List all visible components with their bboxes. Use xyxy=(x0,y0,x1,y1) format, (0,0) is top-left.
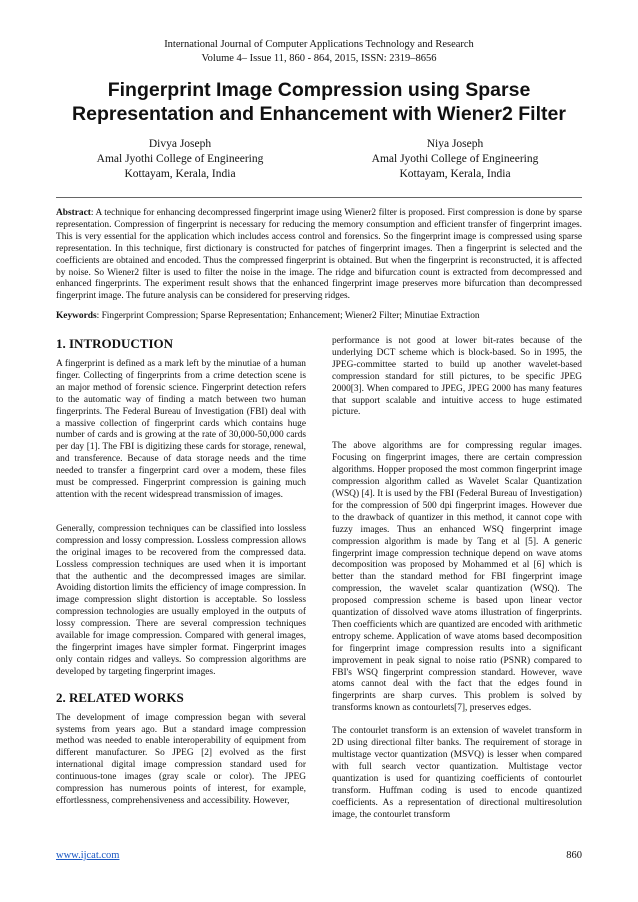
author-name: Divya Joseph xyxy=(148,138,212,150)
paragraph: A fingerprint is defined as a mark left by the minutiae of a human finger. Collecting of fingerprints from a crime detection scene is an major method of forensic science. Fingerprint detection refers to the automatic way of finding a match between two human fingerprints. The Federal Bureau of Investigation (FBI) deal with a massive collection of fingerprint cards which contains huge number of cards and is growing at the rate of 30,000-50,000 cards per day [1]. The FBI is digitizing these cards for storage, renewal, and transference. Because of data storage needs and the time needed to transfer a fingerprint card over a modem, these files must be compressed. Fingerprint compression is gaining much attention with the recent widespread transmission of images. xyxy=(56,359,306,500)
author-block-1 xyxy=(50,137,310,182)
author-affiliation: Amal Jyothi College of Engineering xyxy=(371,153,539,165)
journal-header xyxy=(0,38,638,66)
section-heading-introduction: 1. INTRODUCTION xyxy=(56,336,174,351)
header-divider xyxy=(56,197,582,198)
author-location: Kottayam, Kerala, India xyxy=(399,168,511,180)
abstract xyxy=(56,208,582,303)
journal-website-link[interactable]: www.ijcat.com xyxy=(56,850,120,861)
left-column xyxy=(56,336,306,819)
keywords xyxy=(56,310,582,322)
author-block-2 xyxy=(325,137,585,182)
paper-title: Fingerprint Image Compression using Sparse Representation and Enhancement with Wiener2 Filter xyxy=(72,79,566,125)
paragraph: Generally, compression techniques can be classified into lossless compression and lossy compression. Lossless compression allows the original images to be recovered from the compressed data. Lossless compression techniques are used when it is important that the authentic and the decompressed images are similar. Avoiding distortion limits the efficiency of image compression. In image compression slight distortion is acceptable. So lossless compression technologies are usually employed in the outputs of lossy compression. There are several compression techniques available for image compression. Compared with general images, the fingerprint images have simpler format. Fingerprint images only contain ridges and valleys. So compression algorithms are developed by targeting fingerprint images. xyxy=(56,523,306,677)
section-heading-related-works: 2. RELATED WORKS xyxy=(56,689,184,705)
paragraph: performance is not good at lower bit-rates because of the underlying DCT scheme which is block-based. So in 1995, the JPEG-committee started to build up another wavelet-based compression standard for still pictures, to be specific JPEG 2000[3]. When compared to JPEG, JPEG 2000 has many features that support scalable and intuitive access to huge estimated picture. xyxy=(332,336,582,418)
paragraph: The contourlet transform is an extension of wavelet transform in 2D using directional filter banks. The requirement of storage in multistage vector quantization (MSVQ) is lesser when compared with full search vector quantization. Multistage vector quantization is used for quantizing coefficients of contourlet transform. Huffman coding is used to encode quantized coefficients. As a representation of directional multiresolution image, the contourlet transform xyxy=(332,726,582,820)
journal-name: International Journal of Computer Applications Technology and Research xyxy=(164,39,474,50)
author-affiliation: Amal Jyothi College of Engineering xyxy=(96,153,264,165)
keywords-text: : Fingerprint Compression; Sparse Representation; Enhancement; Wiener2 Filter; Minutiae Extraction xyxy=(96,311,480,321)
right-column xyxy=(332,336,582,832)
author-location: Kottayam, Kerala, India xyxy=(124,168,236,180)
abstract-text: : A technique for enhancing decompressed fingerprint image using Wiener2 filter is proposed. First compression is done by sparse representation. Compression of fingerprint is necessary for reducing the memory consumption and efficient transfer of fingerprint images. This is very essential for the application which includes access control and forensics. So the fingerprint image is compressed using sparse representation. In this technique, first dictionary is constructed for patches of fingerprint images. Then a fingerprint is selected and the coefficients are obtained and encoded. Thus the compressed fingerprint is obtained. But when the fingerprint is reconstructed, it is affected by noise. So Wiener2 filter is used to filter the noise in the image. The ridge and bifurcation count is extracted from decompressed and enhanced fingerprints. The experiment result shows that the enhanced fingerprint image preserves more bifurcation than decompressed fingerprint image. The future analysis can be considered for preserving ridges. xyxy=(56,208,582,302)
author-name: Niya Joseph xyxy=(426,138,484,150)
paragraph: The above algorithms are for compressing regular images. Focusing on fingerprint images, there are certain compression algorithms. Hopper proposed the most common fingerprint image compression algorithm called as Wavelet Scalar Quantization (WSQ) [4]. It is used by the FBI (Federal Bureau of Investigation) for the compression of 500 dpi fingerprint images. However due to the drawback of quantizer in this method, it cannot cope with fuzzy images. Thus an enhanced WSQ fingerprint image compression algorithm is made by Tang et al [5]. A generic fingerprint image compression technique depend on wave atoms decomposition was proposed by Mohammed et al [6] which is better than the standard method for FBI fingerprint image compression, the wavelet scalar quantization (WSQ). The proposed compression scheme is based upon linear vector quantization of dissolved wave atoms illustration of fingerprints. Then coefficients which are quantized are encoded with arithmetic entropy scheme. Application of wave atoms based decomposition for fingerprint image compression results into a significant improvement in peak signal to noise ratio (PSNR) compared to FBI's WSQ fingerprint compression standard. However, wave atoms cannot deal with the fact that the edges found in fingerprints are sharp curves. This problem is solved by transforms known as contourlets[7], preserves edges. xyxy=(332,441,582,714)
abstract-label: Abstract xyxy=(56,208,91,218)
page-number: 860 xyxy=(566,850,582,861)
keywords-label: Keywords xyxy=(56,311,97,321)
paragraph: The development of image compression began with several systems from years ago. But a standard image compression method was needed to enable interoperability of equipment from different manufacturer. So JPEG [2] evolved as the first international digital image compression standard used for continuous-tone images (gray scale or color). The JPEG compression has numerous points of interest, for example, effortlessness, comprehensiveness and accessibility. However, xyxy=(56,712,306,806)
journal-volume: Volume 4– Issue 11, 860 - 864, 2015, ISSN: 2319–8656 xyxy=(201,53,437,64)
